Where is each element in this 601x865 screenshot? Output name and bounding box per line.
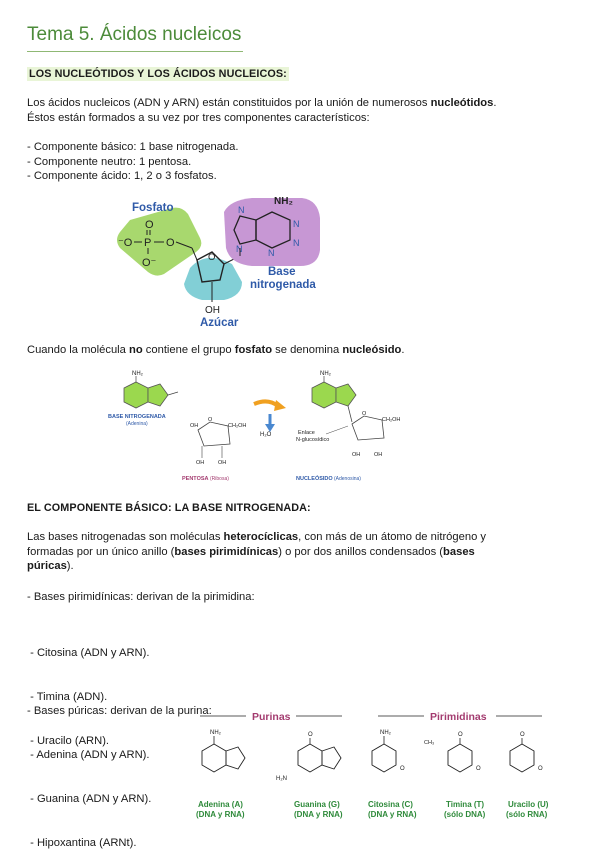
svg-text:NH₂: NH₂ bbox=[210, 730, 221, 736]
svg-text:(DNA y RNA): (DNA y RNA) bbox=[294, 810, 343, 819]
components-list bbox=[27, 140, 238, 184]
svg-text:CH₃: CH₃ bbox=[424, 740, 435, 746]
section-heading-base: EL COMPONENTE BÁSICO: LA BASE NITROGENADA: bbox=[27, 502, 311, 514]
svg-text:(sólo RNA): (sólo RNA) bbox=[506, 810, 548, 819]
svg-text:N: N bbox=[236, 244, 243, 254]
list-item: - Timina (ADN). bbox=[27, 690, 108, 703]
pentose-caption: PENTOSA bbox=[182, 476, 209, 482]
bases-paragraph: Las bases nitrogenadas son moléculas heterocíclicas, con más de un átomo de nitrógeno y formadas por un único anillo (bases pirimidínicas) o por dos anillos condensados (bases púricas). bbox=[27, 531, 486, 573]
list-item: - Citosina (ADN y ARN). bbox=[27, 647, 150, 660]
svg-text:NH₂: NH₂ bbox=[320, 371, 331, 377]
base-caption: BASE NITROGENADA bbox=[108, 414, 166, 420]
svg-text:NH₂: NH₂ bbox=[274, 196, 293, 207]
list-item: - Componente básico: 1 base nitrogenada. bbox=[27, 141, 239, 153]
nucleotide-diagram bbox=[112, 190, 332, 335]
svg-text:O: O bbox=[520, 732, 525, 738]
svg-text:OH: OH bbox=[196, 460, 205, 466]
svg-text:OH: OH bbox=[374, 452, 383, 458]
svg-text:OH: OH bbox=[190, 423, 199, 429]
svg-text:O: O bbox=[458, 732, 463, 738]
svg-text:OH: OH bbox=[218, 460, 227, 466]
svg-text:H₂N: H₂N bbox=[276, 776, 287, 782]
svg-text:(sólo DNA): (sólo DNA) bbox=[444, 810, 486, 819]
adenine-caption: Adenina (A) bbox=[198, 800, 243, 809]
svg-text:O: O bbox=[476, 766, 481, 772]
svg-text:(Adenosina): (Adenosina) bbox=[334, 476, 361, 482]
phosphate-label: Fosfato bbox=[132, 202, 174, 214]
title-underline bbox=[27, 51, 243, 52]
list-item: - Adenina (ADN y ARN). bbox=[27, 748, 150, 761]
svg-text:OH: OH bbox=[352, 452, 361, 458]
svg-text:(Adenina): (Adenina) bbox=[126, 421, 148, 427]
uracil-caption: Uracilo (U) bbox=[508, 800, 549, 809]
svg-text:⁻O: ⁻O bbox=[118, 237, 133, 249]
nucleoside-caption: NUCLEÓSIDO bbox=[296, 476, 333, 482]
thymine-caption: Timina (T) bbox=[446, 800, 485, 809]
base-label: Base bbox=[268, 266, 296, 278]
list-item: - Uracilo (ARN). bbox=[27, 734, 110, 747]
guanine-caption: Guanina (G) bbox=[294, 800, 340, 809]
purines-header: Purinas bbox=[252, 711, 291, 723]
nitrogenous-bases-diagram bbox=[188, 704, 568, 828]
svg-text:N: N bbox=[293, 219, 300, 229]
purine-intro: - Bases púricas: derivan de la purina: bbox=[27, 705, 212, 718]
svg-text:N: N bbox=[268, 248, 275, 258]
section-heading-nucleotides: LOS NUCLEÓTIDOS Y LOS ÁCIDOS NUCLEICOS: bbox=[29, 68, 287, 80]
svg-text:NH₂: NH₂ bbox=[132, 371, 143, 377]
bond-label: Enlace bbox=[298, 430, 315, 436]
svg-text:O⁻: O⁻ bbox=[142, 257, 157, 269]
sugar-shape bbox=[184, 258, 242, 300]
list-item: - Guanina (ADN y ARN). bbox=[27, 792, 152, 805]
page-title: Tema 5. Ácidos nucleicos bbox=[27, 24, 242, 45]
nucleoside-definition: Cuando la molécula no contiene el grupo fosfato se denomina nucleósido. bbox=[27, 344, 405, 356]
svg-text:OH: OH bbox=[205, 305, 220, 316]
purine-list bbox=[27, 675, 212, 865]
sugar-label: Azúcar bbox=[200, 317, 239, 329]
svg-text:CH₂OH: CH₂OH bbox=[228, 423, 247, 429]
pyrimidine-intro: - Bases pirimidínicas: derivan de la pirimidina: bbox=[27, 591, 255, 603]
svg-text:O: O bbox=[145, 219, 154, 231]
list-item: - Hipoxantina (ARNt). bbox=[27, 836, 137, 849]
svg-text:O: O bbox=[362, 411, 367, 417]
svg-text:N: N bbox=[293, 238, 300, 248]
list-item: - Componente neutro: 1 pentosa. bbox=[27, 155, 192, 168]
intro-paragraph: Los ácidos nucleicos (ADN y ARN) están constituidos por la unión de numerosos nucleótidos. Éstos están formados a su vez por tres componentes característicos: bbox=[27, 97, 497, 124]
svg-text:O: O bbox=[166, 237, 175, 249]
svg-text:O: O bbox=[208, 252, 216, 263]
list-item: - Componente ácido: 1, 2 o 3 fosfatos. bbox=[27, 170, 217, 183]
svg-text:H₂O: H₂O bbox=[260, 432, 272, 438]
nucleoside-diagram bbox=[100, 364, 420, 488]
svg-text:(DNA y RNA): (DNA y RNA) bbox=[196, 810, 245, 819]
svg-text:O: O bbox=[308, 732, 313, 738]
svg-text:NH₂: NH₂ bbox=[380, 730, 391, 736]
svg-text:N: N bbox=[238, 205, 245, 215]
svg-text:O: O bbox=[208, 417, 213, 423]
cytosine-caption: Citosina (C) bbox=[368, 800, 413, 809]
base-label-2: nitrogenada bbox=[250, 279, 316, 291]
svg-text:CH₂OH: CH₂OH bbox=[382, 417, 401, 423]
svg-text:O: O bbox=[400, 766, 405, 772]
svg-text:(Ribosa): (Ribosa) bbox=[210, 476, 229, 482]
svg-text:N-glucosídico: N-glucosídico bbox=[296, 437, 330, 443]
svg-text:P: P bbox=[144, 237, 152, 249]
svg-text:O: O bbox=[538, 766, 543, 772]
pyrimidines-header: Pirimidinas bbox=[430, 711, 487, 723]
svg-text:(DNA y RNA): (DNA y RNA) bbox=[368, 810, 417, 819]
